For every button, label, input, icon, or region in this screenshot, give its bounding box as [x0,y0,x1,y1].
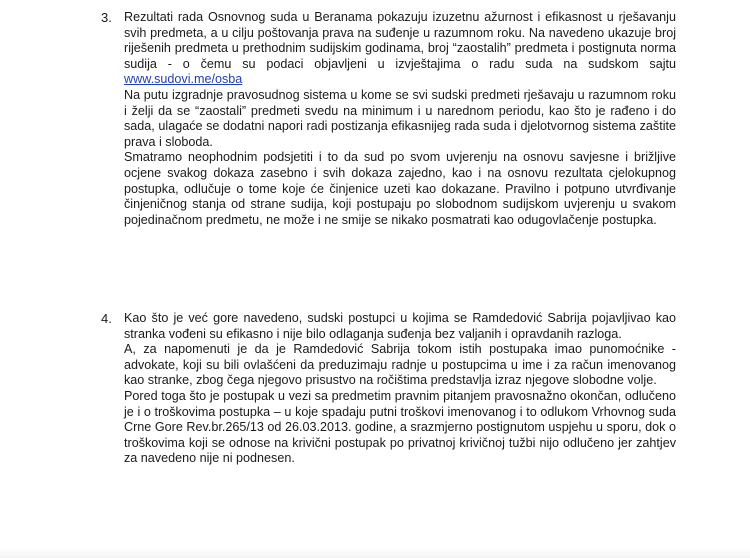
paragraph-efficiency: Na putu izgradnje pravosudnog sistema u kome se svi sudski predmeti rješavaju u razumnom roku i želji da se “zaostali” predmeti svedu na minimum i u narednom periodu, kao što je rađeno i do sada, ulagaće se dodatni napori radi postizanja efikasnijeg rada suda i djelotvornog sistema zaštite prava i sloboda. [124,87,676,149]
court-website-link[interactable]: www.sudovi.me/osba [124,72,243,87]
paragraph-costs: Pored toga što je postupak u vezi sa predmetim pravnim pitanjem pravosnažno okončan, odlučeno je i o troškovima postupka – u koje spadaju putni troškovi imenovanog i to odlukom Vrhovnog suda Crne Gore Rev.br.265/13 od 26.03.2013. godine, a srazmjerno postignutom uspjehu u sporu, dok o troškovima koji se odnose na krivični postupak po privatnoj krivičnoj tužbi nijo odlučeno jer zahtjev za navedeno nije ni podnesen. [124,388,676,466]
paragraph-text: Rezultati rada Osnovnog suda u Beranama pokazuju izuzetnu ažurnost i efikasnost u rješavanju svih predmeta, a u cilju poštovanja prava na suđenje u razumnom roku. Na navedeno ukazuje broj riješenih predmeta u prethodnim sudijskim godinama, broj “zaostalih” predmeta i postignuta norma sudija - o čemu su podaci objavljeni u izvještajima o radu suda na sudskom sajtu [124,10,676,71]
paragraph-procedures: Kao što je već gore navedeno, sudski postupci u kojima se Ramdedović Sabrija pojavljivao kao stranka vođeni su efikasno i nije bilo odlaganja suđenja bez valjanih i opravdanih razloga. [124,311,676,341]
paragraph-results [124,10,676,88]
paragraph-attorneys: A, za napomenuti je da je Ramdedović Sabrija tokom istih postupaka imao punomoćnike - advokate, koji su bili ovlašćeni da preduzimaju radnje u postupcima u ime i za račun imenovanog kao stranke, zbog čega njegovo prisustvo na ročištima predstavlja izraz njegove slobodne volje. [124,342,676,388]
page-edge-shadow [0,548,750,558]
item-body [124,311,676,467]
item-number: 3. [101,10,112,25]
item-number: 4. [101,311,112,326]
item-body [124,10,676,228]
paragraph-conviction: Smatramo neophodnim podsjetiti i to da sud po svom uvjerenju na osnovu savjesne i brižljive ocjene svakog dokaza zasebno i svih dokaza zajedno, kao i na osnovu rezultata cjelokupnog postupka, odlučuje o tome koje će činjenice uzeti kao dokazane. Pravilno i potpuno utvrđivanje činjeničnog stanja od strane sudija, koji postupaju po slobodnom sudijskom uvjerenju u svakom pojedinačnom predmetu, ne može i ne smije se nikako posmatrati kao odugovlačenje postupka. [124,150,676,227]
